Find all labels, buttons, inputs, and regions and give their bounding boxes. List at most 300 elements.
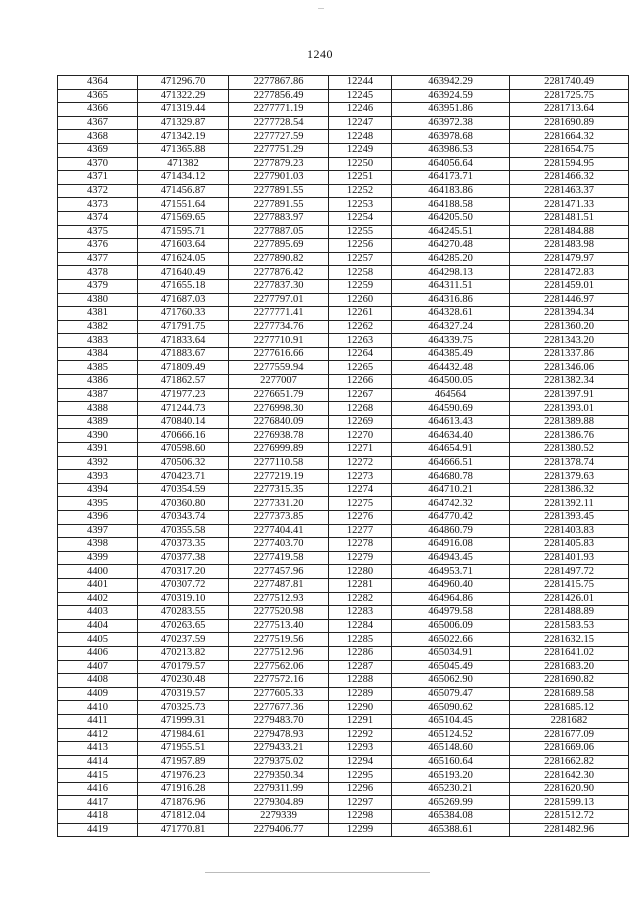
point-id-b-cell: 12266 xyxy=(329,375,392,389)
point-id-a-cell: 4380 xyxy=(58,293,138,307)
y-coordinate-a-cell: 2277734.76 xyxy=(229,320,329,334)
coordinates-table xyxy=(57,75,629,837)
point-id-b-cell: 12255 xyxy=(329,225,392,239)
y-coordinate-a-cell: 2277901.03 xyxy=(229,171,329,185)
point-id-b-cell: 12283 xyxy=(329,606,392,620)
table-row xyxy=(58,511,629,525)
point-id-a-cell: 4404 xyxy=(58,619,138,633)
y-coordinate-a-cell: 2277605.33 xyxy=(229,687,329,701)
point-id-b-cell: 12277 xyxy=(329,524,392,538)
table-row xyxy=(58,701,629,715)
y-coordinate-b-cell: 2281662.82 xyxy=(510,755,629,769)
y-coordinate-a-cell: 2277771.41 xyxy=(229,307,329,321)
point-id-a-cell: 4394 xyxy=(58,483,138,497)
y-coordinate-b-cell: 2281497.72 xyxy=(510,565,629,579)
y-coordinate-b-cell: 2281641.02 xyxy=(510,646,629,660)
table-row xyxy=(58,103,629,117)
x-coordinate-a-cell: 470317.20 xyxy=(138,565,229,579)
y-coordinate-a-cell: 2277512.96 xyxy=(229,646,329,660)
y-coordinate-b-cell: 2281405.83 xyxy=(510,538,629,552)
table-row xyxy=(58,674,629,688)
y-coordinate-b-cell: 2281403.83 xyxy=(510,524,629,538)
y-coordinate-b-cell: 2281620.90 xyxy=(510,782,629,796)
x-coordinate-b-cell: 465104.45 xyxy=(392,714,510,728)
y-coordinate-b-cell: 2281488.89 xyxy=(510,606,629,620)
y-coordinate-a-cell: 2279406.77 xyxy=(229,823,329,837)
point-id-a-cell: 4393 xyxy=(58,470,138,484)
point-id-b-cell: 12263 xyxy=(329,334,392,348)
y-coordinate-b-cell: 2281479.97 xyxy=(510,252,629,266)
x-coordinate-b-cell: 464183.86 xyxy=(392,184,510,198)
x-coordinate-a-cell: 470666.16 xyxy=(138,429,229,443)
y-coordinate-a-cell: 2277727.59 xyxy=(229,130,329,144)
y-coordinate-b-cell: 2281713.64 xyxy=(510,103,629,117)
point-id-a-cell: 4417 xyxy=(58,796,138,810)
x-coordinate-b-cell: 464056.64 xyxy=(392,157,510,171)
table-row xyxy=(58,538,629,552)
x-coordinate-a-cell: 471955.51 xyxy=(138,742,229,756)
y-coordinate-b-cell: 2281386.32 xyxy=(510,483,629,497)
point-id-a-cell: 4381 xyxy=(58,307,138,321)
point-id-b-cell: 12250 xyxy=(329,157,392,171)
point-id-b-cell: 12265 xyxy=(329,361,392,375)
y-coordinate-a-cell: 2277110.58 xyxy=(229,456,329,470)
y-coordinate-a-cell: 2277512.93 xyxy=(229,592,329,606)
point-id-a-cell: 4390 xyxy=(58,429,138,443)
x-coordinate-a-cell: 471595.71 xyxy=(138,225,229,239)
y-coordinate-b-cell: 2281401.93 xyxy=(510,551,629,565)
x-coordinate-a-cell: 471916.28 xyxy=(138,782,229,796)
y-coordinate-a-cell: 2277562.06 xyxy=(229,660,329,674)
x-coordinate-a-cell: 470319.57 xyxy=(138,687,229,701)
point-id-a-cell: 4410 xyxy=(58,701,138,715)
x-coordinate-a-cell: 471809.49 xyxy=(138,361,229,375)
y-coordinate-a-cell: 2277891.55 xyxy=(229,184,329,198)
point-id-a-cell: 4392 xyxy=(58,456,138,470)
x-coordinate-b-cell: 463942.29 xyxy=(392,76,510,90)
point-id-b-cell: 12279 xyxy=(329,551,392,565)
y-coordinate-b-cell: 2281380.52 xyxy=(510,443,629,457)
point-id-a-cell: 4377 xyxy=(58,252,138,266)
y-coordinate-b-cell: 2281397.91 xyxy=(510,388,629,402)
point-id-a-cell: 4397 xyxy=(58,524,138,538)
x-coordinate-a-cell: 470283.55 xyxy=(138,606,229,620)
y-coordinate-a-cell: 2277315.35 xyxy=(229,483,329,497)
x-coordinate-b-cell: 464298.13 xyxy=(392,266,510,280)
x-coordinate-b-cell: 465388.61 xyxy=(392,823,510,837)
y-coordinate-a-cell: 2277867.86 xyxy=(229,76,329,90)
table-row xyxy=(58,782,629,796)
x-coordinate-a-cell: 471957.89 xyxy=(138,755,229,769)
table-row xyxy=(58,551,629,565)
y-coordinate-b-cell: 2281471.33 xyxy=(510,198,629,212)
table-row xyxy=(58,606,629,620)
x-coordinate-b-cell: 464770.42 xyxy=(392,511,510,525)
point-id-b-cell: 12291 xyxy=(329,714,392,728)
point-id-a-cell: 4403 xyxy=(58,606,138,620)
y-coordinate-a-cell: 2277887.05 xyxy=(229,225,329,239)
y-coordinate-b-cell: 2281426.01 xyxy=(510,592,629,606)
scan-mark xyxy=(318,8,324,9)
x-coordinate-b-cell: 464500.05 xyxy=(392,375,510,389)
x-coordinate-b-cell: 464285.20 xyxy=(392,252,510,266)
x-coordinate-b-cell: 464564 xyxy=(392,388,510,402)
point-id-a-cell: 4411 xyxy=(58,714,138,728)
x-coordinate-b-cell: 464742.32 xyxy=(392,497,510,511)
table-row xyxy=(58,361,629,375)
point-id-b-cell: 12271 xyxy=(329,443,392,457)
point-id-a-cell: 4402 xyxy=(58,592,138,606)
table-row xyxy=(58,334,629,348)
y-coordinate-b-cell: 2281725.75 xyxy=(510,89,629,103)
point-id-b-cell: 12245 xyxy=(329,89,392,103)
y-coordinate-b-cell: 2281677.09 xyxy=(510,728,629,742)
x-coordinate-b-cell: 465045.49 xyxy=(392,660,510,674)
point-id-a-cell: 4370 xyxy=(58,157,138,171)
y-coordinate-a-cell: 2277879.23 xyxy=(229,157,329,171)
point-id-a-cell: 4385 xyxy=(58,361,138,375)
point-id-a-cell: 4401 xyxy=(58,578,138,592)
y-coordinate-b-cell: 2281484.88 xyxy=(510,225,629,239)
table-row xyxy=(58,742,629,756)
y-coordinate-a-cell: 2277890.82 xyxy=(229,252,329,266)
x-coordinate-a-cell: 471833.64 xyxy=(138,334,229,348)
table-row xyxy=(58,714,629,728)
y-coordinate-a-cell: 2277751.29 xyxy=(229,143,329,157)
x-coordinate-a-cell: 471322.29 xyxy=(138,89,229,103)
x-coordinate-a-cell: 471999.31 xyxy=(138,714,229,728)
y-coordinate-b-cell: 2281740.49 xyxy=(510,76,629,90)
table-row xyxy=(58,755,629,769)
x-coordinate-a-cell: 470343.74 xyxy=(138,511,229,525)
point-id-b-cell: 12253 xyxy=(329,198,392,212)
table-row xyxy=(58,116,629,130)
x-coordinate-a-cell: 471244.73 xyxy=(138,402,229,416)
y-coordinate-b-cell: 2281583.53 xyxy=(510,619,629,633)
x-coordinate-a-cell: 471603.64 xyxy=(138,239,229,253)
x-coordinate-a-cell: 471977.23 xyxy=(138,388,229,402)
y-coordinate-b-cell: 2281654.75 xyxy=(510,143,629,157)
x-coordinate-b-cell: 463972.38 xyxy=(392,116,510,130)
x-coordinate-a-cell: 470263.65 xyxy=(138,619,229,633)
x-coordinate-b-cell: 465384.08 xyxy=(392,810,510,824)
point-id-b-cell: 12268 xyxy=(329,402,392,416)
table-row xyxy=(58,198,629,212)
x-coordinate-a-cell: 471984.61 xyxy=(138,728,229,742)
x-coordinate-b-cell: 465124.52 xyxy=(392,728,510,742)
x-coordinate-b-cell: 464328.61 xyxy=(392,307,510,321)
table-row xyxy=(58,252,629,266)
x-coordinate-b-cell: 464316.86 xyxy=(392,293,510,307)
table-row xyxy=(58,443,629,457)
x-coordinate-b-cell: 463986.53 xyxy=(392,143,510,157)
y-coordinate-a-cell: 2277837.30 xyxy=(229,279,329,293)
y-coordinate-b-cell: 2281594.95 xyxy=(510,157,629,171)
x-coordinate-a-cell: 470840.14 xyxy=(138,415,229,429)
x-coordinate-b-cell: 465160.64 xyxy=(392,755,510,769)
point-id-a-cell: 4396 xyxy=(58,511,138,525)
table-row xyxy=(58,660,629,674)
y-coordinate-b-cell: 2281512.72 xyxy=(510,810,629,824)
point-id-b-cell: 12290 xyxy=(329,701,392,715)
x-coordinate-a-cell: 470237.59 xyxy=(138,633,229,647)
y-coordinate-b-cell: 2281446.97 xyxy=(510,293,629,307)
table-row xyxy=(58,810,629,824)
y-coordinate-b-cell: 2281346.06 xyxy=(510,361,629,375)
point-id-b-cell: 12248 xyxy=(329,130,392,144)
point-id-b-cell: 12247 xyxy=(329,116,392,130)
point-id-a-cell: 4415 xyxy=(58,769,138,783)
y-coordinate-a-cell: 2277891.55 xyxy=(229,198,329,212)
x-coordinate-b-cell: 464613.43 xyxy=(392,415,510,429)
point-id-a-cell: 4418 xyxy=(58,810,138,824)
x-coordinate-a-cell: 471876.96 xyxy=(138,796,229,810)
point-id-b-cell: 12286 xyxy=(329,646,392,660)
point-id-b-cell: 12295 xyxy=(329,769,392,783)
point-id-a-cell: 4408 xyxy=(58,674,138,688)
point-id-a-cell: 4365 xyxy=(58,89,138,103)
point-id-b-cell: 12294 xyxy=(329,755,392,769)
point-id-b-cell: 12292 xyxy=(329,728,392,742)
y-coordinate-a-cell: 2277876.42 xyxy=(229,266,329,280)
y-coordinate-a-cell: 2279433.21 xyxy=(229,742,329,756)
x-coordinate-b-cell: 464710.21 xyxy=(392,483,510,497)
point-id-b-cell: 12260 xyxy=(329,293,392,307)
x-coordinate-b-cell: 463951.86 xyxy=(392,103,510,117)
x-coordinate-a-cell: 471569.65 xyxy=(138,211,229,225)
x-coordinate-a-cell: 471687.03 xyxy=(138,293,229,307)
table-row xyxy=(58,76,629,90)
point-id-a-cell: 4369 xyxy=(58,143,138,157)
x-coordinate-a-cell: 470360.80 xyxy=(138,497,229,511)
table-row xyxy=(58,578,629,592)
x-coordinate-b-cell: 464590.69 xyxy=(392,402,510,416)
point-id-b-cell: 12293 xyxy=(329,742,392,756)
x-coordinate-a-cell: 471883.67 xyxy=(138,347,229,361)
x-coordinate-b-cell: 465006.09 xyxy=(392,619,510,633)
point-id-a-cell: 4405 xyxy=(58,633,138,647)
point-id-a-cell: 4406 xyxy=(58,646,138,660)
x-coordinate-a-cell: 471655.18 xyxy=(138,279,229,293)
y-coordinate-a-cell: 2277797.01 xyxy=(229,293,329,307)
x-coordinate-b-cell: 464916.08 xyxy=(392,538,510,552)
x-coordinate-b-cell: 464327.24 xyxy=(392,320,510,334)
y-coordinate-b-cell: 2281466.32 xyxy=(510,171,629,185)
y-coordinate-b-cell: 2281472.83 xyxy=(510,266,629,280)
table-row xyxy=(58,415,629,429)
table-row xyxy=(58,211,629,225)
point-id-a-cell: 4409 xyxy=(58,687,138,701)
point-id-a-cell: 4413 xyxy=(58,742,138,756)
x-coordinate-b-cell: 464270.48 xyxy=(392,239,510,253)
point-id-a-cell: 4375 xyxy=(58,225,138,239)
table-row xyxy=(58,239,629,253)
table-row xyxy=(58,524,629,538)
point-id-b-cell: 12297 xyxy=(329,796,392,810)
x-coordinate-b-cell: 464245.51 xyxy=(392,225,510,239)
y-coordinate-b-cell: 2281415.75 xyxy=(510,578,629,592)
y-coordinate-a-cell: 2279375.02 xyxy=(229,755,329,769)
point-id-a-cell: 4378 xyxy=(58,266,138,280)
table-row xyxy=(58,646,629,660)
table-row xyxy=(58,619,629,633)
point-id-a-cell: 4386 xyxy=(58,375,138,389)
y-coordinate-a-cell: 2279311.99 xyxy=(229,782,329,796)
x-coordinate-a-cell: 471365.88 xyxy=(138,143,229,157)
x-coordinate-b-cell: 464205.50 xyxy=(392,211,510,225)
x-coordinate-a-cell: 471760.33 xyxy=(138,307,229,321)
y-coordinate-a-cell: 2277331.20 xyxy=(229,497,329,511)
x-coordinate-a-cell: 470506.32 xyxy=(138,456,229,470)
table-row xyxy=(58,769,629,783)
x-coordinate-b-cell: 464432.48 xyxy=(392,361,510,375)
y-coordinate-a-cell: 2277487.81 xyxy=(229,578,329,592)
y-coordinate-a-cell: 2276999.89 xyxy=(229,443,329,457)
x-coordinate-a-cell: 470598.60 xyxy=(138,443,229,457)
x-coordinate-b-cell: 464943.45 xyxy=(392,551,510,565)
x-coordinate-b-cell: 465034.91 xyxy=(392,646,510,660)
x-coordinate-a-cell: 470423.71 xyxy=(138,470,229,484)
point-id-b-cell: 12281 xyxy=(329,578,392,592)
point-id-b-cell: 12246 xyxy=(329,103,392,117)
y-coordinate-b-cell: 2281682 xyxy=(510,714,629,728)
x-coordinate-a-cell: 470355.58 xyxy=(138,524,229,538)
y-coordinate-a-cell: 2277404.41 xyxy=(229,524,329,538)
x-coordinate-b-cell: 463924.59 xyxy=(392,89,510,103)
point-id-a-cell: 4412 xyxy=(58,728,138,742)
point-id-b-cell: 12254 xyxy=(329,211,392,225)
page-number: 1240 xyxy=(307,47,333,61)
table-row xyxy=(58,728,629,742)
x-coordinate-b-cell: 465090.62 xyxy=(392,701,510,715)
y-coordinate-a-cell: 2277616.66 xyxy=(229,347,329,361)
y-coordinate-a-cell: 2276938.78 xyxy=(229,429,329,443)
table-row xyxy=(58,565,629,579)
x-coordinate-b-cell: 464953.71 xyxy=(392,565,510,579)
point-id-b-cell: 12285 xyxy=(329,633,392,647)
y-coordinate-b-cell: 2281482.96 xyxy=(510,823,629,837)
y-coordinate-a-cell: 2279350.34 xyxy=(229,769,329,783)
table-row xyxy=(58,470,629,484)
point-id-b-cell: 12284 xyxy=(329,619,392,633)
table-row xyxy=(58,592,629,606)
table-row xyxy=(58,633,629,647)
x-coordinate-a-cell: 471551.64 xyxy=(138,198,229,212)
point-id-a-cell: 4367 xyxy=(58,116,138,130)
y-coordinate-b-cell: 2281378.74 xyxy=(510,456,629,470)
x-coordinate-b-cell: 463978.68 xyxy=(392,130,510,144)
x-coordinate-a-cell: 470307.72 xyxy=(138,578,229,592)
point-id-a-cell: 4416 xyxy=(58,782,138,796)
point-id-b-cell: 12244 xyxy=(329,76,392,90)
y-coordinate-b-cell: 2281343.20 xyxy=(510,334,629,348)
point-id-b-cell: 12252 xyxy=(329,184,392,198)
x-coordinate-b-cell: 464979.58 xyxy=(392,606,510,620)
x-coordinate-b-cell: 464964.86 xyxy=(392,592,510,606)
point-id-b-cell: 12259 xyxy=(329,279,392,293)
x-coordinate-b-cell: 464666.51 xyxy=(392,456,510,470)
table-row xyxy=(58,293,629,307)
table-row xyxy=(58,89,629,103)
y-coordinate-b-cell: 2281683.20 xyxy=(510,660,629,674)
footer-rule xyxy=(205,872,430,873)
x-coordinate-a-cell: 471342.19 xyxy=(138,130,229,144)
table-row xyxy=(58,184,629,198)
y-coordinate-a-cell: 2276840.09 xyxy=(229,415,329,429)
x-coordinate-a-cell: 470354.59 xyxy=(138,483,229,497)
y-coordinate-a-cell: 2277519.56 xyxy=(229,633,329,647)
point-id-b-cell: 12288 xyxy=(329,674,392,688)
x-coordinate-a-cell: 470319.10 xyxy=(138,592,229,606)
point-id-b-cell: 12264 xyxy=(329,347,392,361)
y-coordinate-b-cell: 2281642.30 xyxy=(510,769,629,783)
y-coordinate-b-cell: 2281360.20 xyxy=(510,320,629,334)
y-coordinate-a-cell: 2277559.94 xyxy=(229,361,329,375)
table-row xyxy=(58,483,629,497)
x-coordinate-a-cell: 471812.04 xyxy=(138,810,229,824)
y-coordinate-a-cell: 2277219.19 xyxy=(229,470,329,484)
y-coordinate-b-cell: 2281379.63 xyxy=(510,470,629,484)
point-id-a-cell: 4373 xyxy=(58,198,138,212)
table-row xyxy=(58,143,629,157)
point-id-b-cell: 12296 xyxy=(329,782,392,796)
point-id-b-cell: 12274 xyxy=(329,483,392,497)
table-row xyxy=(58,157,629,171)
x-coordinate-a-cell: 471862.57 xyxy=(138,375,229,389)
y-coordinate-a-cell: 2277856.49 xyxy=(229,89,329,103)
table-row xyxy=(58,307,629,321)
y-coordinate-b-cell: 2281599.13 xyxy=(510,796,629,810)
x-coordinate-b-cell: 464634.40 xyxy=(392,429,510,443)
point-id-a-cell: 4414 xyxy=(58,755,138,769)
point-id-a-cell: 4395 xyxy=(58,497,138,511)
y-coordinate-b-cell: 2281382.34 xyxy=(510,375,629,389)
y-coordinate-a-cell: 2279304.89 xyxy=(229,796,329,810)
y-coordinate-a-cell: 2279339 xyxy=(229,810,329,824)
x-coordinate-b-cell: 465269.99 xyxy=(392,796,510,810)
point-id-b-cell: 12251 xyxy=(329,171,392,185)
x-coordinate-a-cell: 471791.75 xyxy=(138,320,229,334)
table-row xyxy=(58,429,629,443)
point-id-b-cell: 12270 xyxy=(329,429,392,443)
x-coordinate-b-cell: 465230.21 xyxy=(392,782,510,796)
y-coordinate-b-cell: 2281392.11 xyxy=(510,497,629,511)
coordinates-table-body xyxy=(58,76,629,837)
table-row xyxy=(58,171,629,185)
x-coordinate-b-cell: 465193.20 xyxy=(392,769,510,783)
point-id-a-cell: 4371 xyxy=(58,171,138,185)
x-coordinate-b-cell: 465022.66 xyxy=(392,633,510,647)
x-coordinate-a-cell: 471456.87 xyxy=(138,184,229,198)
point-id-b-cell: 12299 xyxy=(329,823,392,837)
point-id-b-cell: 12249 xyxy=(329,143,392,157)
y-coordinate-a-cell: 2277895.69 xyxy=(229,239,329,253)
y-coordinate-a-cell: 2277572.16 xyxy=(229,674,329,688)
y-coordinate-a-cell: 2277728.54 xyxy=(229,116,329,130)
x-coordinate-b-cell: 464960.40 xyxy=(392,578,510,592)
point-id-a-cell: 4368 xyxy=(58,130,138,144)
y-coordinate-b-cell: 2281685.12 xyxy=(510,701,629,715)
table-row xyxy=(58,279,629,293)
y-coordinate-b-cell: 2281337.86 xyxy=(510,347,629,361)
point-id-a-cell: 4389 xyxy=(58,415,138,429)
table-row xyxy=(58,266,629,280)
table-row xyxy=(58,320,629,334)
table-row xyxy=(58,225,629,239)
table-row xyxy=(58,823,629,837)
point-id-b-cell: 12276 xyxy=(329,511,392,525)
x-coordinate-b-cell: 464680.78 xyxy=(392,470,510,484)
